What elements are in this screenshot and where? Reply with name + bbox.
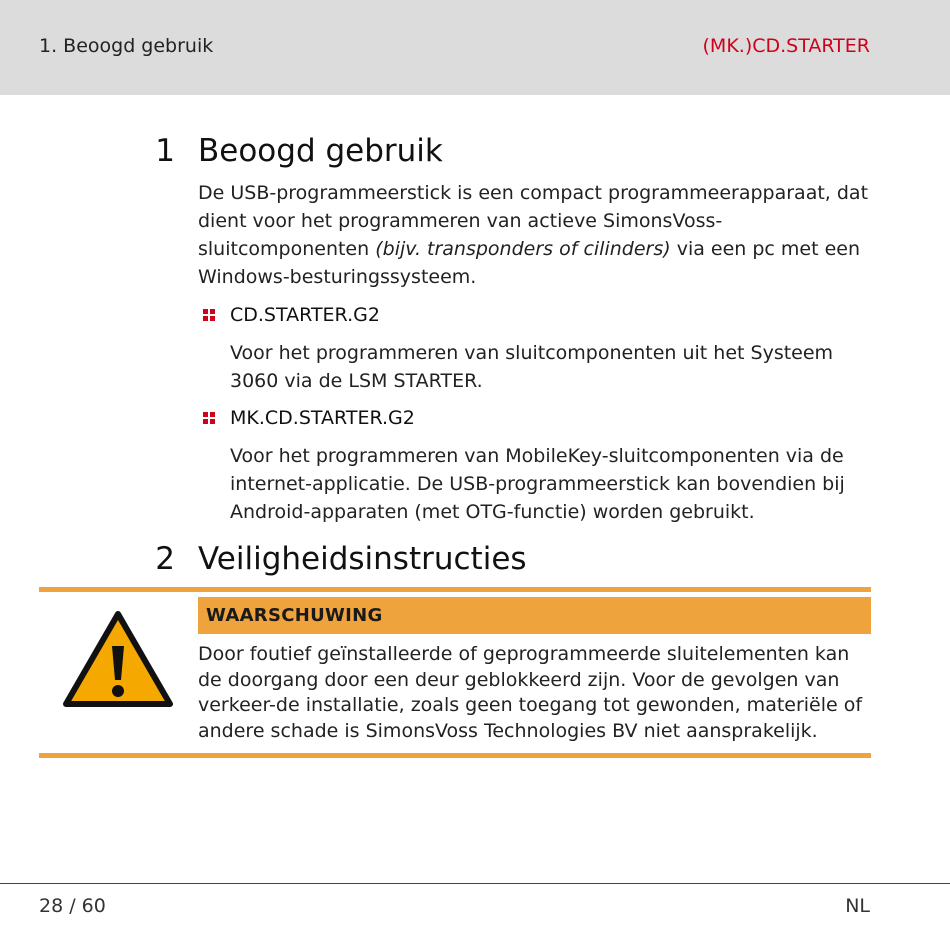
intro-italic-text: (bijv. transponders of cilinders) [375,238,671,260]
warning-header [198,597,871,634]
page-number: 28 / 60 [39,895,106,917]
warning-triangle-icon [62,610,174,712]
section-2-title: Veiligheidsinstructies [198,541,527,577]
item-1-text: Voor het programmeren van sluitcomponenten uit het Systeem 3060 via de LSM STARTER. [230,342,834,392]
section-2-number: 2 [155,541,175,577]
section-1-number: 1 [155,133,175,169]
page-header [0,0,950,95]
item-1-title: CD.STARTER.G2 [230,304,380,326]
warning-label: WAARSCHUWING [206,605,383,626]
warning-top-rule [39,587,871,592]
item-2-text: Voor het programmeren van MobileKey-sluitcomponenten via de internet-applicatie. De USB-programmeerstick kan bovendien bij Android-apparaten (met OTG-functie) worden gebruikt. [230,445,845,523]
bullet-icon [203,412,216,425]
header-section-label: 1. Beoogd gebruik [39,35,214,57]
section-1-intro [198,179,870,291]
header-product-name: (MK.)CD.STARTER [702,35,870,57]
item-2-title: MK.CD.STARTER.G2 [230,407,415,429]
language-code: NL [845,895,870,917]
intro-text-2: via een pc met een Windows-besturingssysteem. [198,238,861,288]
intro-text-1: De USB-programmeerstick is een compact programmeerapparaat, dat dient voor het programmeren van actieve SimonsVoss-sluitcomponenten [198,182,869,260]
footer-rule [0,883,950,884]
warning-bottom-rule [39,753,871,758]
warning-text: Door foutief geïnstalleerde of geprogrammeerde sluitelementen kan de doorgang door een deur geblokkeerd zijn. Voor de gevolgen van verkeer-de installatie, zoals geen toegang tot gewonden, materiële of andere schade is SimonsVoss Technologies BV niet aansprakelijk. [198,643,863,742]
section-1-title: Beoogd gebruik [198,133,443,169]
bullet-icon [203,309,216,322]
